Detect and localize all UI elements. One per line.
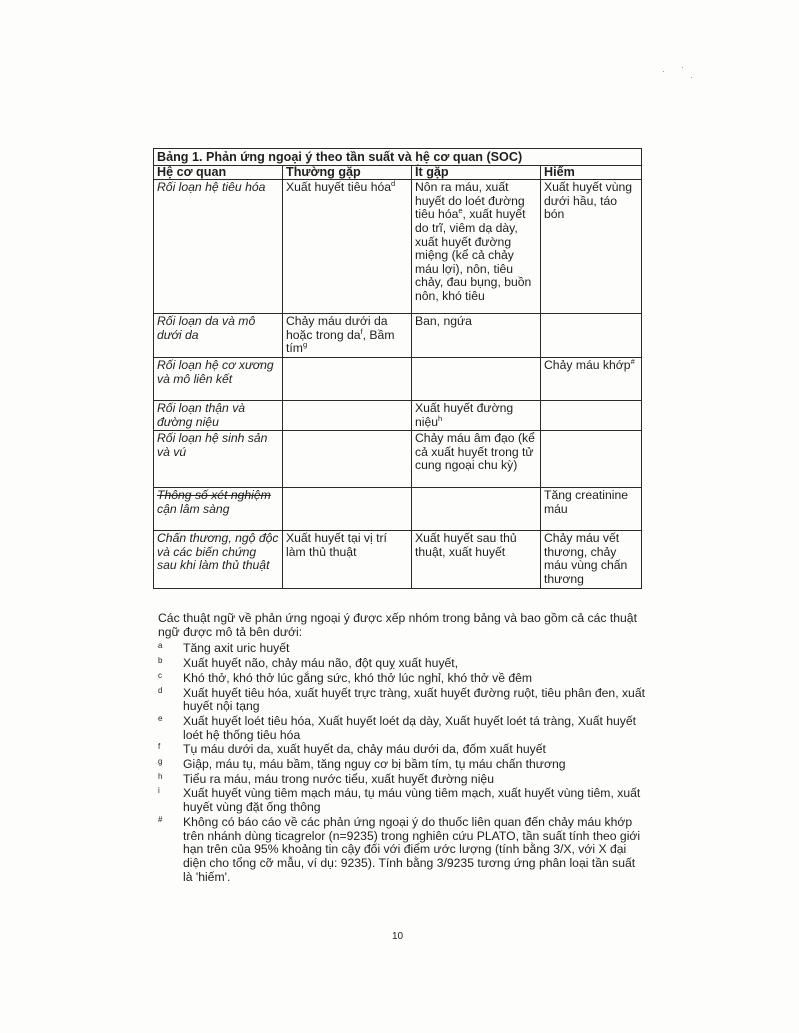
cell-text: Xuất huyết đường niệu — [415, 400, 514, 429]
column-header: Hệ cơ quan — [154, 165, 283, 180]
footnote-item — [158, 672, 648, 686]
rare-cell — [541, 400, 642, 430]
footnote-item — [158, 657, 648, 671]
rare-cell — [541, 314, 642, 358]
footnote-item — [158, 743, 648, 757]
struck-text: Thông số xét nghiệm — [157, 488, 271, 503]
footnote-marker: e — [458, 206, 463, 216]
scan-speck: · — [690, 72, 693, 82]
cell-text: Xuất huyết tiêu hóa — [286, 180, 392, 195]
uncommon-cell — [412, 180, 541, 314]
common-cell — [283, 488, 412, 531]
footnote-text: Xuất huyết loét tiêu hóa, Xuất huyết loét dạ dày, Xuất huyết loét tá tràng, Xuất huyết loét hệ thống tiêu hóa — [183, 713, 637, 742]
footnote-item — [158, 715, 648, 742]
footnote-item — [158, 787, 648, 814]
cell-text: Chảy máu dưới da hoặc trong da — [286, 314, 388, 342]
soc-cell: Rối loạn thận và đường niệu — [154, 400, 283, 430]
rare-cell — [541, 357, 642, 400]
soc-cell: Rối loạn da và mô dưới da — [154, 314, 283, 358]
uncommon-cell: Chảy máu âm đạo (kể cả xuất huyết trong tử cung ngoại chu kỳ) — [412, 431, 541, 488]
soc-cell: Rối loạn hệ tiêu hóa — [154, 180, 283, 314]
footnote-mark: c — [158, 670, 162, 680]
rare-cell — [541, 431, 642, 488]
footnote-mark: a — [158, 641, 163, 651]
footnote-marker: h — [438, 413, 443, 423]
table-row — [154, 431, 642, 488]
cell-text: Chảy máu khớp — [544, 357, 631, 372]
column-header: Ít gặp — [412, 165, 541, 180]
column-header: Thường gặp — [283, 165, 412, 180]
footnote-mark: g — [158, 757, 163, 767]
column-header: Hiếm — [541, 165, 642, 180]
footnote-item — [158, 816, 648, 885]
common-cell — [283, 314, 412, 358]
table-row — [154, 488, 642, 531]
footnotes-section — [158, 612, 648, 885]
common-cell — [283, 431, 412, 488]
table-row — [154, 400, 642, 430]
table-row — [154, 180, 642, 314]
footnote-mark: b — [158, 656, 163, 666]
footnote-text: Xuất huyết tiêu hóa, xuất huyết trực tràng, xuất huyết đường ruột, tiêu phân đen, xuất huyết nội tạng — [183, 685, 646, 714]
soc-cell — [154, 488, 283, 531]
rare-cell: Tăng creatinine máu — [541, 488, 642, 531]
footnote-text: Xuất huyết não, chảy máu não, đột quỵ xuất huyết, — [183, 656, 459, 671]
footnote-mark: d — [158, 685, 163, 695]
footnote-item — [158, 642, 648, 656]
soc-cell: Chấn thương, ngộ độc và các biến chứng sau khi làm thủ thuật — [154, 531, 283, 588]
footnote-marker: f — [360, 326, 363, 336]
uncommon-cell: Ban, ngứa — [412, 314, 541, 358]
footnote-mark: h — [158, 771, 163, 781]
cell-text: cận lâm sàng — [157, 501, 230, 516]
cell-text: , Bầm tím — [286, 327, 395, 356]
cell-text: Nôn ra máu, xuất huyết do loét đường tiêu hóa — [415, 180, 525, 222]
footnote-text: Tiểu ra máu, máu trong nước tiểu, xuất huyết đường niệu — [183, 771, 494, 786]
footnote-item — [158, 687, 648, 714]
footnote-text: Tăng axit uric huyết — [183, 641, 290, 656]
uncommon-cell — [412, 400, 541, 430]
soc-cell: Rối loạn hệ cơ xương và mô liên kết — [154, 357, 283, 400]
rare-cell: Xuất huyết vùng dưới hầu, táo bón — [541, 180, 642, 314]
footnote-marker: d — [391, 179, 396, 189]
footnote-text: Tụ máu dưới da, xuất huyết da, chảy máu dưới da, đốm xuất huyết — [183, 742, 546, 757]
uncommon-cell — [412, 357, 541, 400]
soc-cell: Rối loạn hệ sinh sản và vú — [154, 431, 283, 488]
footnote-text: Giập, máu tụ, máu bầm, tăng nguy cơ bị bầm tím, tụ máu chấn thương — [183, 757, 566, 772]
adverse-reactions-table — [153, 148, 642, 589]
footnote-marker: g — [302, 340, 308, 350]
table-row — [154, 357, 642, 400]
cell-text: , xuất huyết do trĩ, viêm dạ dày, xuất huyết đường miệng (kể cả chảy máu lợi), nôn, tiêu chảy, đau bụng, buồn nôn, khó tiêu — [415, 207, 532, 303]
common-cell: Xuất huyết tại vị trí làm thủ thuật — [283, 531, 412, 588]
table-row — [154, 531, 642, 588]
table-row — [154, 314, 642, 358]
table-caption: Bảng 1. Phản ứng ngoại ý theo tần suất và hệ cơ quan (SOC) — [154, 149, 642, 166]
footnote-marker: # — [630, 356, 635, 366]
uncommon-cell: Xuất huyết sau thủ thuật, xuất huyết — [412, 531, 541, 588]
footnote-item — [158, 758, 648, 772]
scan-speck: · — [662, 66, 665, 76]
uncommon-cell — [412, 488, 541, 531]
common-cell — [283, 357, 412, 400]
footnote-mark: f — [158, 742, 161, 752]
common-cell — [283, 180, 412, 314]
footnote-mark: e — [158, 713, 163, 723]
scan-speck: · — [681, 62, 684, 72]
common-cell — [283, 400, 412, 430]
footnotes-intro: Các thuật ngữ về phản ứng ngoại ý được xếp nhóm trong bảng và bao gồm cả các thuật ngữ được mô tả bên dưới: — [158, 611, 637, 639]
footnote-text: Không có báo cáo về các phản ứng ngoại ý do thuốc liên quan đến chảy máu khớp trên nhánh dùng ticagrelor (n=9235) trong nghiên cứu PLATO, tần suất tính theo giới hạn trên của 95% khoảng tin cậy đối với điểm ước lượng (tính bằng 3/X, với X đại diện cho tổng cỡ mẫu, ví dụ: 9235). Tính bằng 3/9235 tương ứng phân loại tần suất là 'hiếm'. — [183, 814, 641, 884]
footnote-text: Khó thở, khó thở lúc gắng sức, khó thở lúc nghỉ, khó thở về đêm — [183, 670, 533, 685]
footnote-mark: # — [158, 814, 163, 824]
footnote-item — [158, 773, 648, 787]
table-header-row — [154, 165, 642, 180]
rare-cell: Chảy máu vết thương, chảy máu vùng chấn thương — [541, 531, 642, 588]
footnote-text: Xuất huyết vùng tiêm mạch máu, tụ máu vùng tiêm mạch, xuất huyết vùng tiêm, xuất huyết vùng đặt ống thông — [183, 786, 641, 815]
footnote-mark: i — [158, 786, 160, 796]
page-number: 10 — [392, 931, 404, 942]
